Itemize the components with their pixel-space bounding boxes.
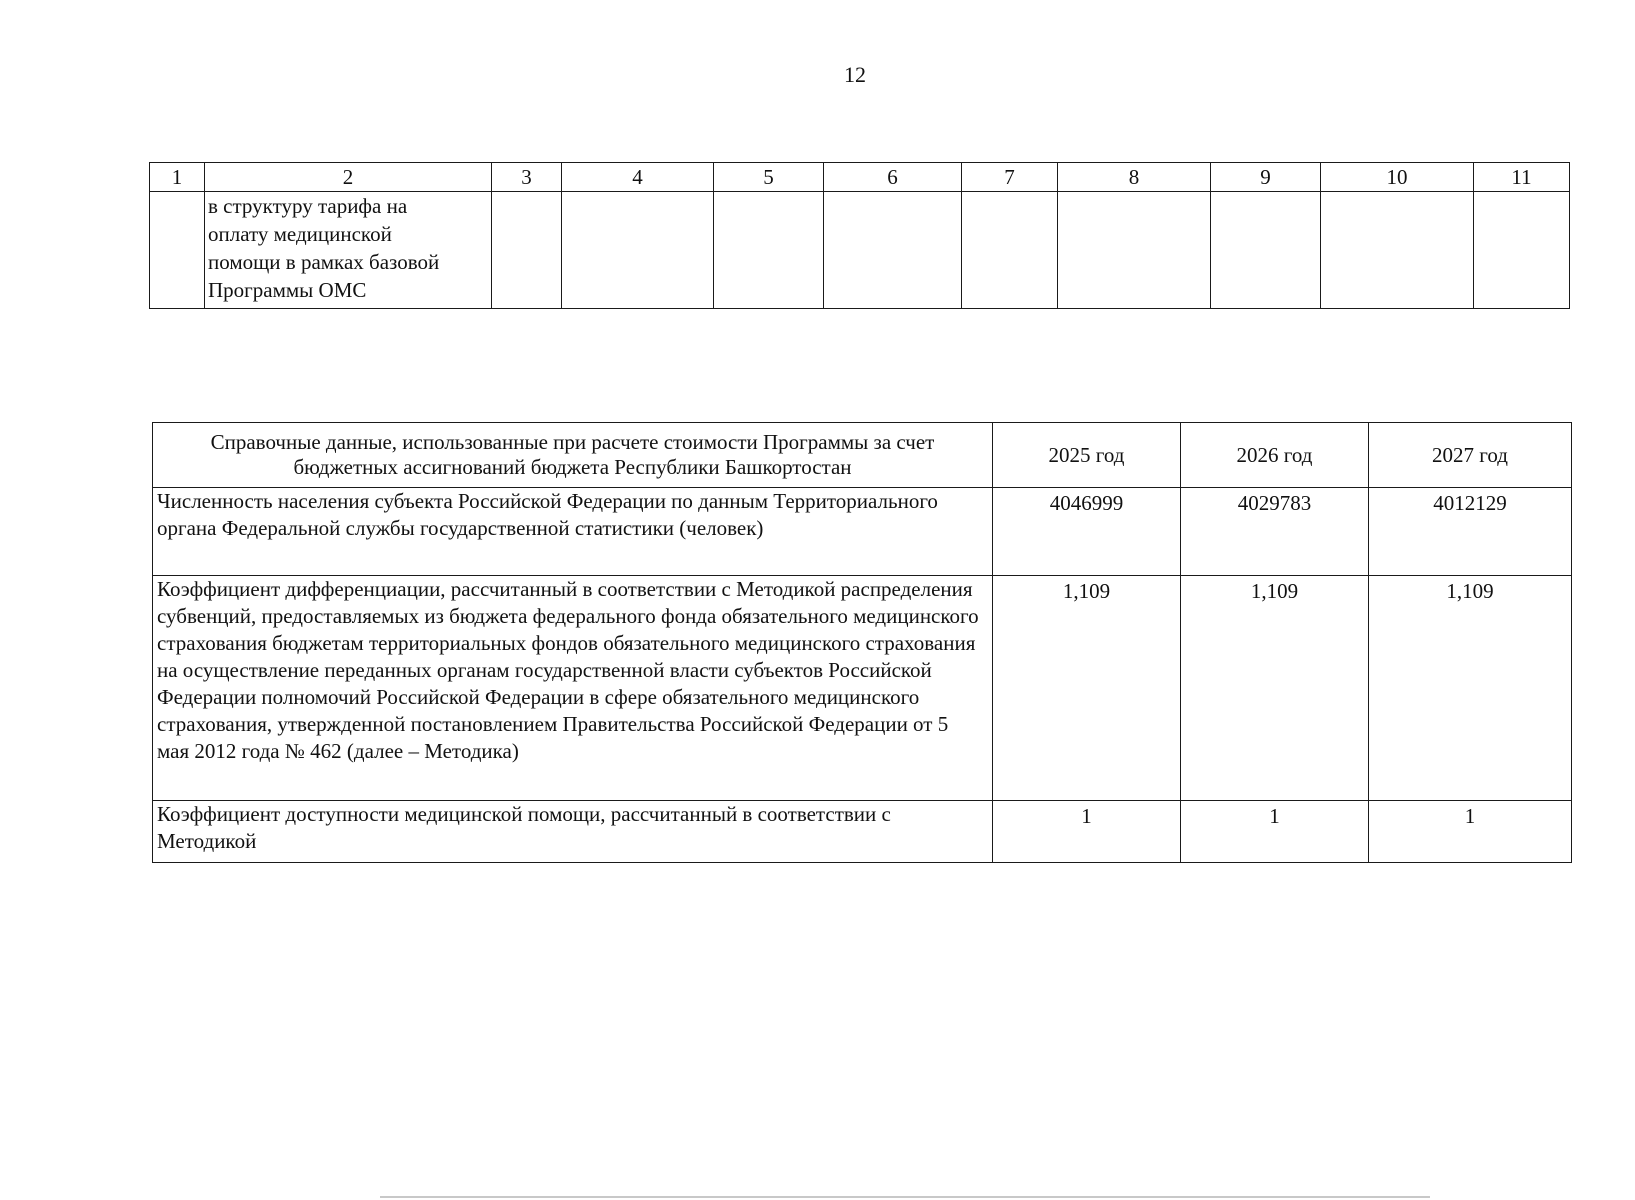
page-number: 12 [844,62,866,87]
header-year-2025: 2025 год [993,423,1181,488]
column-number: 9 [1211,163,1321,192]
table-cell [824,192,962,309]
column-number: 2 [205,163,492,192]
table-cell [714,192,824,309]
table-cell [962,192,1058,309]
column-number: 5 [714,163,824,192]
table-cell [1321,192,1474,309]
table-cell [562,192,714,309]
table-cell [492,192,562,309]
column-number: 7 [962,163,1058,192]
row-description-line: в структуру тарифа на [208,194,408,218]
continuation-table [149,162,1570,309]
row-description-line: оплату медицинской [208,222,392,246]
column-number: 10 [1321,163,1474,192]
value-2025: 1 [993,801,1181,863]
table-cell [1211,192,1321,309]
table-cell [1474,192,1570,309]
value-2026: 1,109 [1181,576,1369,801]
value-2027: 4012129 [1369,488,1572,576]
column-number: 11 [1474,163,1570,192]
column-number: 1 [150,163,205,192]
header-description: Справочные данные, использованные при расчете стоимости Программы за счет бюджетных ассигнований бюджета Республики Башкортостан [153,423,993,488]
row-label: Коэффициент доступности медицинской помощи, рассчитанный в соответствии с Методикой [153,801,993,863]
row-description-line: помощи в рамках базовой [208,250,440,274]
reference-data-table [152,422,1572,863]
column-number-row [150,163,1570,192]
table-row [153,576,1572,801]
row-description-line: Программы ОМС [208,278,367,302]
value-2026: 1 [1181,801,1369,863]
column-number: 4 [562,163,714,192]
row-description [205,192,492,309]
header-row [153,423,1572,488]
table-row [153,488,1572,576]
table-row [153,801,1572,863]
header-year-2026: 2026 год [1181,423,1369,488]
row-label: Численность населения субъекта Российской Федерации по данным Территориального органа Федеральной службы государственной статистики (человек) [153,488,993,576]
row-label: Коэффициент дифференциации, рассчитанный в соответствии с Методикой распределения субвенций, предоставляемых из бюджета федерального фонда обязательного медицинского страхования бюджетам территориальных фондов обязательного медицинского страхования на осуществление переданных органам государственной власти субъектов Российской Федерации полномочий Российской Федерации в сфере обязательного медицинского страхования, утвержденной постановлением Правительства Российской Федерации от 5 мая 2012 года № 462 (далее – Методика) [153,576,993,801]
table-row [150,192,1570,309]
column-number: 3 [492,163,562,192]
table-cell [150,192,205,309]
column-number: 6 [824,163,962,192]
column-number: 8 [1058,163,1211,192]
value-2026: 4029783 [1181,488,1369,576]
table-cell [1058,192,1211,309]
value-2025: 4046999 [993,488,1181,576]
value-2027: 1 [1369,801,1572,863]
value-2025: 1,109 [993,576,1181,801]
header-year-2027: 2027 год [1369,423,1572,488]
scan-edge-line [380,1196,1430,1198]
value-2027: 1,109 [1369,576,1572,801]
